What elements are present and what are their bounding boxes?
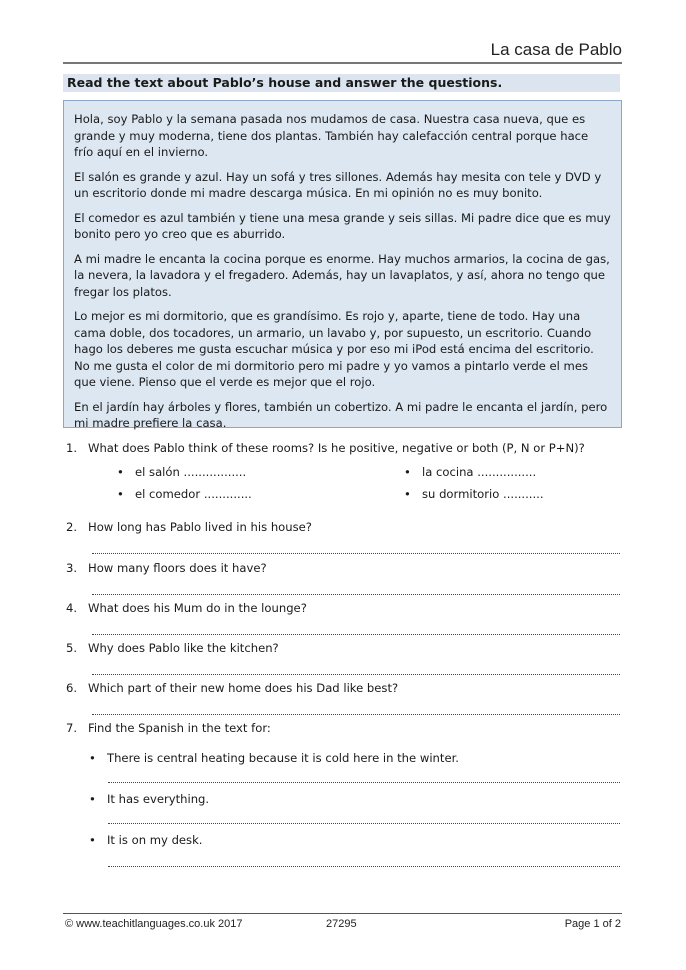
- question-text: Which part of their new home does his Dad like best?: [88, 681, 399, 695]
- paragraph: El comedor es azul también y tiene una mesa grande y seis sillas. Mi padre dice que es muy bonito pero yo creo que es aburrido.: [74, 210, 611, 241]
- question-5: [66, 641, 279, 655]
- item-text: el salón .................: [135, 465, 247, 479]
- question-7: [66, 721, 271, 735]
- answer-line[interactable]: [108, 866, 620, 867]
- question-text: Find the Spanish in the text for:: [88, 721, 271, 735]
- item-text: There is central heating because it is cold here in the winter.: [107, 751, 459, 765]
- question-6: [66, 681, 398, 695]
- question-number: 7.: [66, 721, 78, 735]
- instruction-heading: Read the text about Pablo’s house and answer the questions.: [63, 74, 620, 92]
- answer-line[interactable]: [92, 594, 620, 595]
- bullet-icon: •: [404, 465, 411, 479]
- bullet-icon: •: [89, 751, 96, 765]
- footer-code: 27295: [326, 918, 357, 930]
- question-number: 4.: [66, 601, 78, 615]
- answer-line[interactable]: [108, 782, 620, 783]
- question-4: [66, 601, 307, 615]
- question-number: 6.: [66, 681, 78, 695]
- question-text: What does Pablo think of these rooms? Is he positive, negative or both (P, N or P+N)?: [88, 441, 585, 455]
- list-item: [89, 792, 209, 806]
- answer-line[interactable]: [92, 674, 620, 675]
- list-item: [404, 465, 536, 479]
- footer-divider: [63, 913, 622, 914]
- item-text: It is on my desk.: [107, 833, 203, 847]
- question-text: Why does Pablo like the kitchen?: [88, 641, 279, 655]
- paragraph: El salón es grande y azul. Hay un sofá y tres sillones. Además hay mesita con tele y DVD y un escritorio donde mi madre descarga música. En mi opinión no es muy bonito.: [74, 169, 602, 200]
- question-text: How long has Pablo lived in his house?: [88, 520, 312, 534]
- list-item: [404, 487, 544, 501]
- question-number: 5.: [66, 641, 78, 655]
- question-text: How many floors does it have?: [88, 561, 267, 575]
- answer-line[interactable]: [108, 823, 620, 824]
- paragraph: Lo mejor es mi dormitorio, que es grandísimo. Es rojo y, aparte, tiene de todo. Hay una cama doble, dos tocadores, un armario, un lavabo y, por supuesto, un escritorio. Cuando hago los deberes me gusta escuchar música y por eso mi iPod está encima del escritorio. No me gusta el color de mi dormitorio pero mi padre y yo vamos a pintarlo verde el mes que viene. Pienso que el verde es mejor que el rojo.: [74, 309, 594, 389]
- question-text: What does his Mum do in the lounge?: [88, 601, 307, 615]
- item-text: It has everything.: [107, 792, 210, 806]
- paragraph: En el jardín hay árboles y flores, también un cobertizo. A mi padre le encanta el jardín, pero mi madre prefiere la casa.: [74, 399, 608, 430]
- answer-line[interactable]: [92, 553, 620, 554]
- bullet-icon: •: [117, 487, 124, 501]
- question-1: [66, 441, 585, 455]
- item-text: el comedor .............: [135, 487, 252, 501]
- question-2: [66, 520, 312, 534]
- paragraph: Hola, soy Pablo y la semana pasada nos mudamos de casa. Nuestra casa nueva, que es grande y muy moderna, tiene dos plantas. También hay calefacción central porque hace frío aquí en el invierno.: [74, 112, 589, 159]
- bullet-icon: •: [404, 487, 411, 501]
- answer-line[interactable]: [92, 714, 620, 715]
- item-text: la cocina ................: [422, 465, 537, 479]
- bullet-icon: •: [89, 792, 96, 806]
- bullet-icon: •: [89, 833, 96, 847]
- list-item: [89, 751, 459, 765]
- reading-text-box: [63, 100, 622, 428]
- question-number: 1.: [66, 441, 78, 455]
- item-text: su dormitorio ...........: [422, 487, 544, 501]
- question-3: [66, 561, 267, 575]
- question-number: 2.: [66, 520, 78, 534]
- page-title: La casa de Pablo: [490, 40, 622, 59]
- footer-page-number: Page 1 of 2: [564, 918, 621, 930]
- footer-copyright: © www.teachitlanguages.co.uk 2017: [65, 918, 243, 930]
- bullet-icon: •: [117, 465, 124, 479]
- list-item: [117, 465, 246, 479]
- answer-line[interactable]: [92, 634, 620, 635]
- title-divider: [63, 62, 622, 64]
- paragraph: A mi madre le encanta la cocina porque es enorme. Hay muchos armarios, la cocina de gas, la nevera, la lavadora y el fregadero. Además, hay un lavaplatos, y así, ahora no tengo que fregar los platos.: [74, 251, 610, 299]
- list-item: [89, 833, 203, 847]
- question-number: 3.: [66, 561, 78, 575]
- list-item: [117, 487, 252, 501]
